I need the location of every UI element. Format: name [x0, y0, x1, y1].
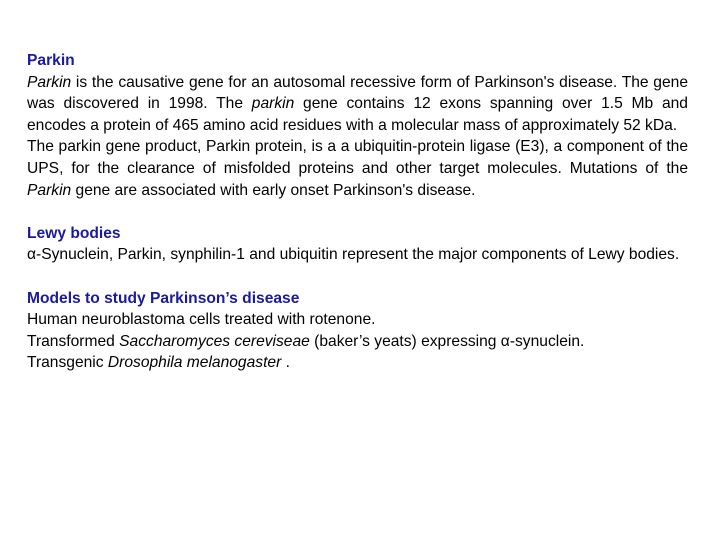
drosophila-species-italic: Drosophila melanogaster [107, 354, 282, 372]
lewy-bodies-paragraph: α-Synuclein, Parkin, synphilin-1 and ubiquitin represent the major components of Lewy bodies. [27, 246, 680, 264]
parkin-gene-italic-3: Parkin [27, 181, 72, 199]
model-yeast-text-1: Transformed [27, 332, 120, 350]
yeast-species-italic: Saccharomyces cereviseae [119, 332, 310, 350]
model-drosophila-text-1: Transgenic [27, 354, 108, 372]
parkin-p2-text-1: The parkin gene product, Parkin protein, is a a ubiquitin-protein ligase (E3), a component of the UPS, for the clearance of misfolded proteins and other target molecules. Mutations of the [27, 138, 688, 177]
parkin-p2-text-2: gene are associated with early onset Parkinson's disease. [71, 181, 476, 199]
parkin-paragraph-1 [27, 72, 688, 137]
parkin-p1-text-1: is the causative gene for an autosomal recessive form of Parkinson's disease. The gene was discovered in 1998. The [27, 73, 688, 113]
document-body [27, 50, 688, 374]
section-spacer [27, 201, 688, 223]
model-item-drosophila [27, 352, 688, 374]
parkin-p1-text-2: gene contains 12 exons spanning over 1.5 Mb and encodes a protein of 465 amino acid residues with a molecular mass of approximately 52 kDa. [27, 95, 688, 134]
models-heading: Models to study Parkinson’s disease [27, 289, 300, 307]
model-drosophila-text-2: . [281, 354, 290, 372]
model-item-yeast [27, 331, 688, 353]
section-spacer [27, 266, 688, 288]
models-section [27, 288, 688, 374]
parkin-section [27, 50, 688, 201]
model-yeast-text-2: (baker’s yeats) expressing α-synuclein. [309, 332, 585, 350]
parkin-gene-italic: Parkin [27, 73, 72, 91]
parkin-paragraph-2 [27, 136, 688, 201]
model-item-neuroblastoma: Human neuroblastoma cells treated with rotenone. [27, 311, 376, 329]
parkin-heading: Parkin [27, 52, 75, 69]
lewy-bodies-section [27, 223, 688, 266]
lewy-bodies-heading: Lewy bodies [27, 224, 121, 242]
parkin-gene-italic-2: parkin [251, 95, 295, 113]
